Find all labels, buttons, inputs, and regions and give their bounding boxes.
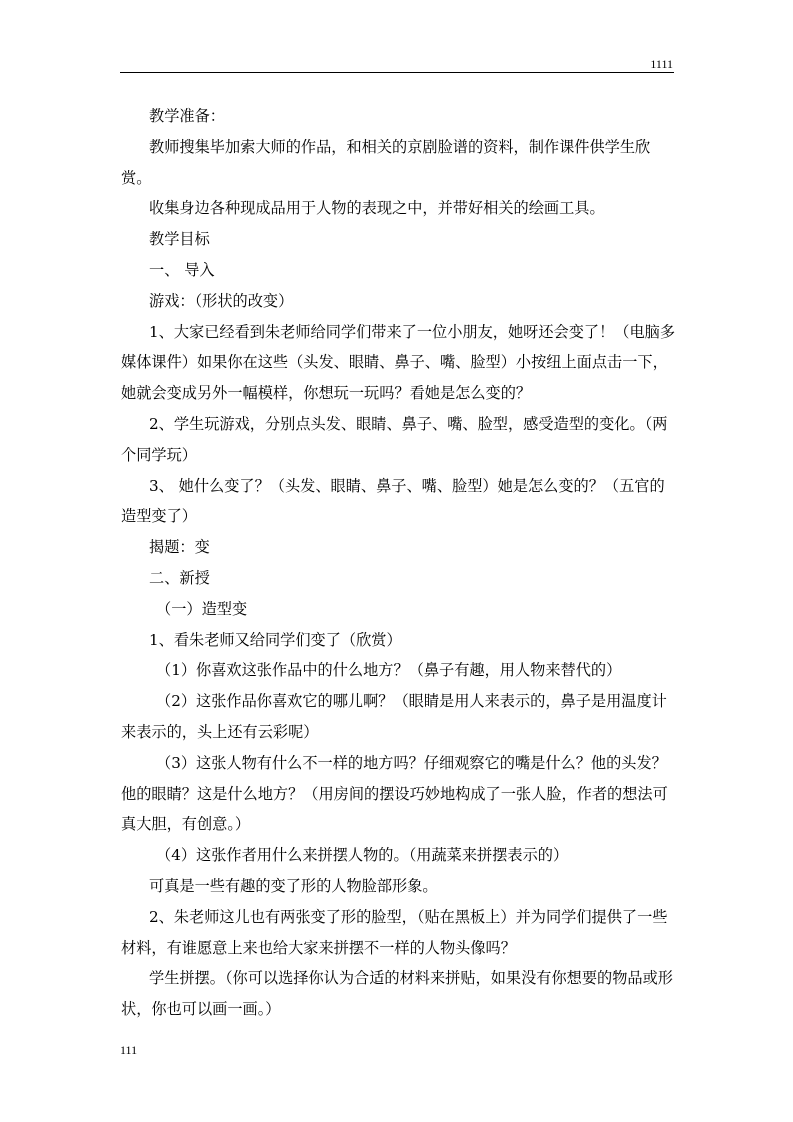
paragraph-reveal-topic: 揭题：变 [149,538,210,557]
paragraph-teaching-goals: 教学目标 [149,230,210,249]
section-heading-new-lesson: 二、新授 [149,568,210,587]
paragraph-question-1: （1）你喜欢这张作品中的什么地方？（鼻子有趣，用人物来替代的） [156,661,622,680]
paragraph-step-2: 2、学生玩游戏，分别点头发、眼睛、鼻子、嘴、脸型，感受造型的变化。（两个同学玩） [121,414,668,464]
document-body [121,101,677,1025]
header-page-number: 1111 [650,57,673,71]
paragraph-teaching-prep-heading: 教学准备： [149,107,225,125]
paragraph-step-3: 3、 她什么变了？（头发、眼睛、鼻子、嘴、脸型）她是怎么变的？（五官的造型变了） [121,476,665,526]
paragraph-question-4: （4）这张作者用什么来拼摆人物的。（用蔬菜来拼摆表示的） [156,846,569,865]
paragraph-game: 游戏：（形状的改变） [149,291,294,310]
paragraph-collect-materials: 收集身边各种现成品用于人物的表现之中，并带好相关的绘画工具。 [149,199,605,218]
paragraph-question-2: （2）这张作品你喜欢它的哪儿啊？（眼睛是用人来表示的，鼻子是用温度计来表示的，头上还有云彩呢） [121,692,667,741]
paragraph-teacher-prep: 教师搜集毕加索大师的作品，和相关的京剧脸谱的资料，制作课件供学生欣赏。 [121,137,651,187]
section-heading-intro: 一、 导入 [149,260,215,279]
paragraph-question-3: （3）这张人物有什么不一样的地方吗？仔细观察它的嘴是什么？他的头发？他的眼睛？这是什么地方？（用房间的摆设巧妙地构成了一张人脸，作者的想法可真大胆，有创意。） [121,753,668,834]
paragraph-step-1: 1、大家已经看到朱老师给同学们带来了一位小朋友，她呀还会变了！（电脑多媒体课件）如果你在这些（头发、眼睛、鼻子、嘴、脸型）小按纽上面点击一下，她就会变成另外一幅模样，你想玩一玩吗？看她是怎么变的？ [121,322,676,403]
footer-page-number: 111 [120,1043,138,1057]
paragraph-step-2-collage: 2、朱老师这儿也有两张变了形的脸型，（贴在黑板上）并为同学们提供了一些材料，有谁愿意上来也给大家来拼摆不一样的人物头像吗？ [121,907,668,957]
paragraph-appreciate: 1、看朱老师又给同学们变了（欣赏） [149,630,402,649]
paragraph-student-collage: 学生拼摆。（你可以选择你认为合适的材料来拼贴，如果没有你想要的物品或形状，你也可以画一画。） [121,969,673,1019]
paragraph-summary: 可真是一些有趣的变了形的人物脸部形象。 [149,876,438,895]
subsection-heading-shape-change: （一）造型变 [156,599,248,618]
header-rule [120,72,674,73]
